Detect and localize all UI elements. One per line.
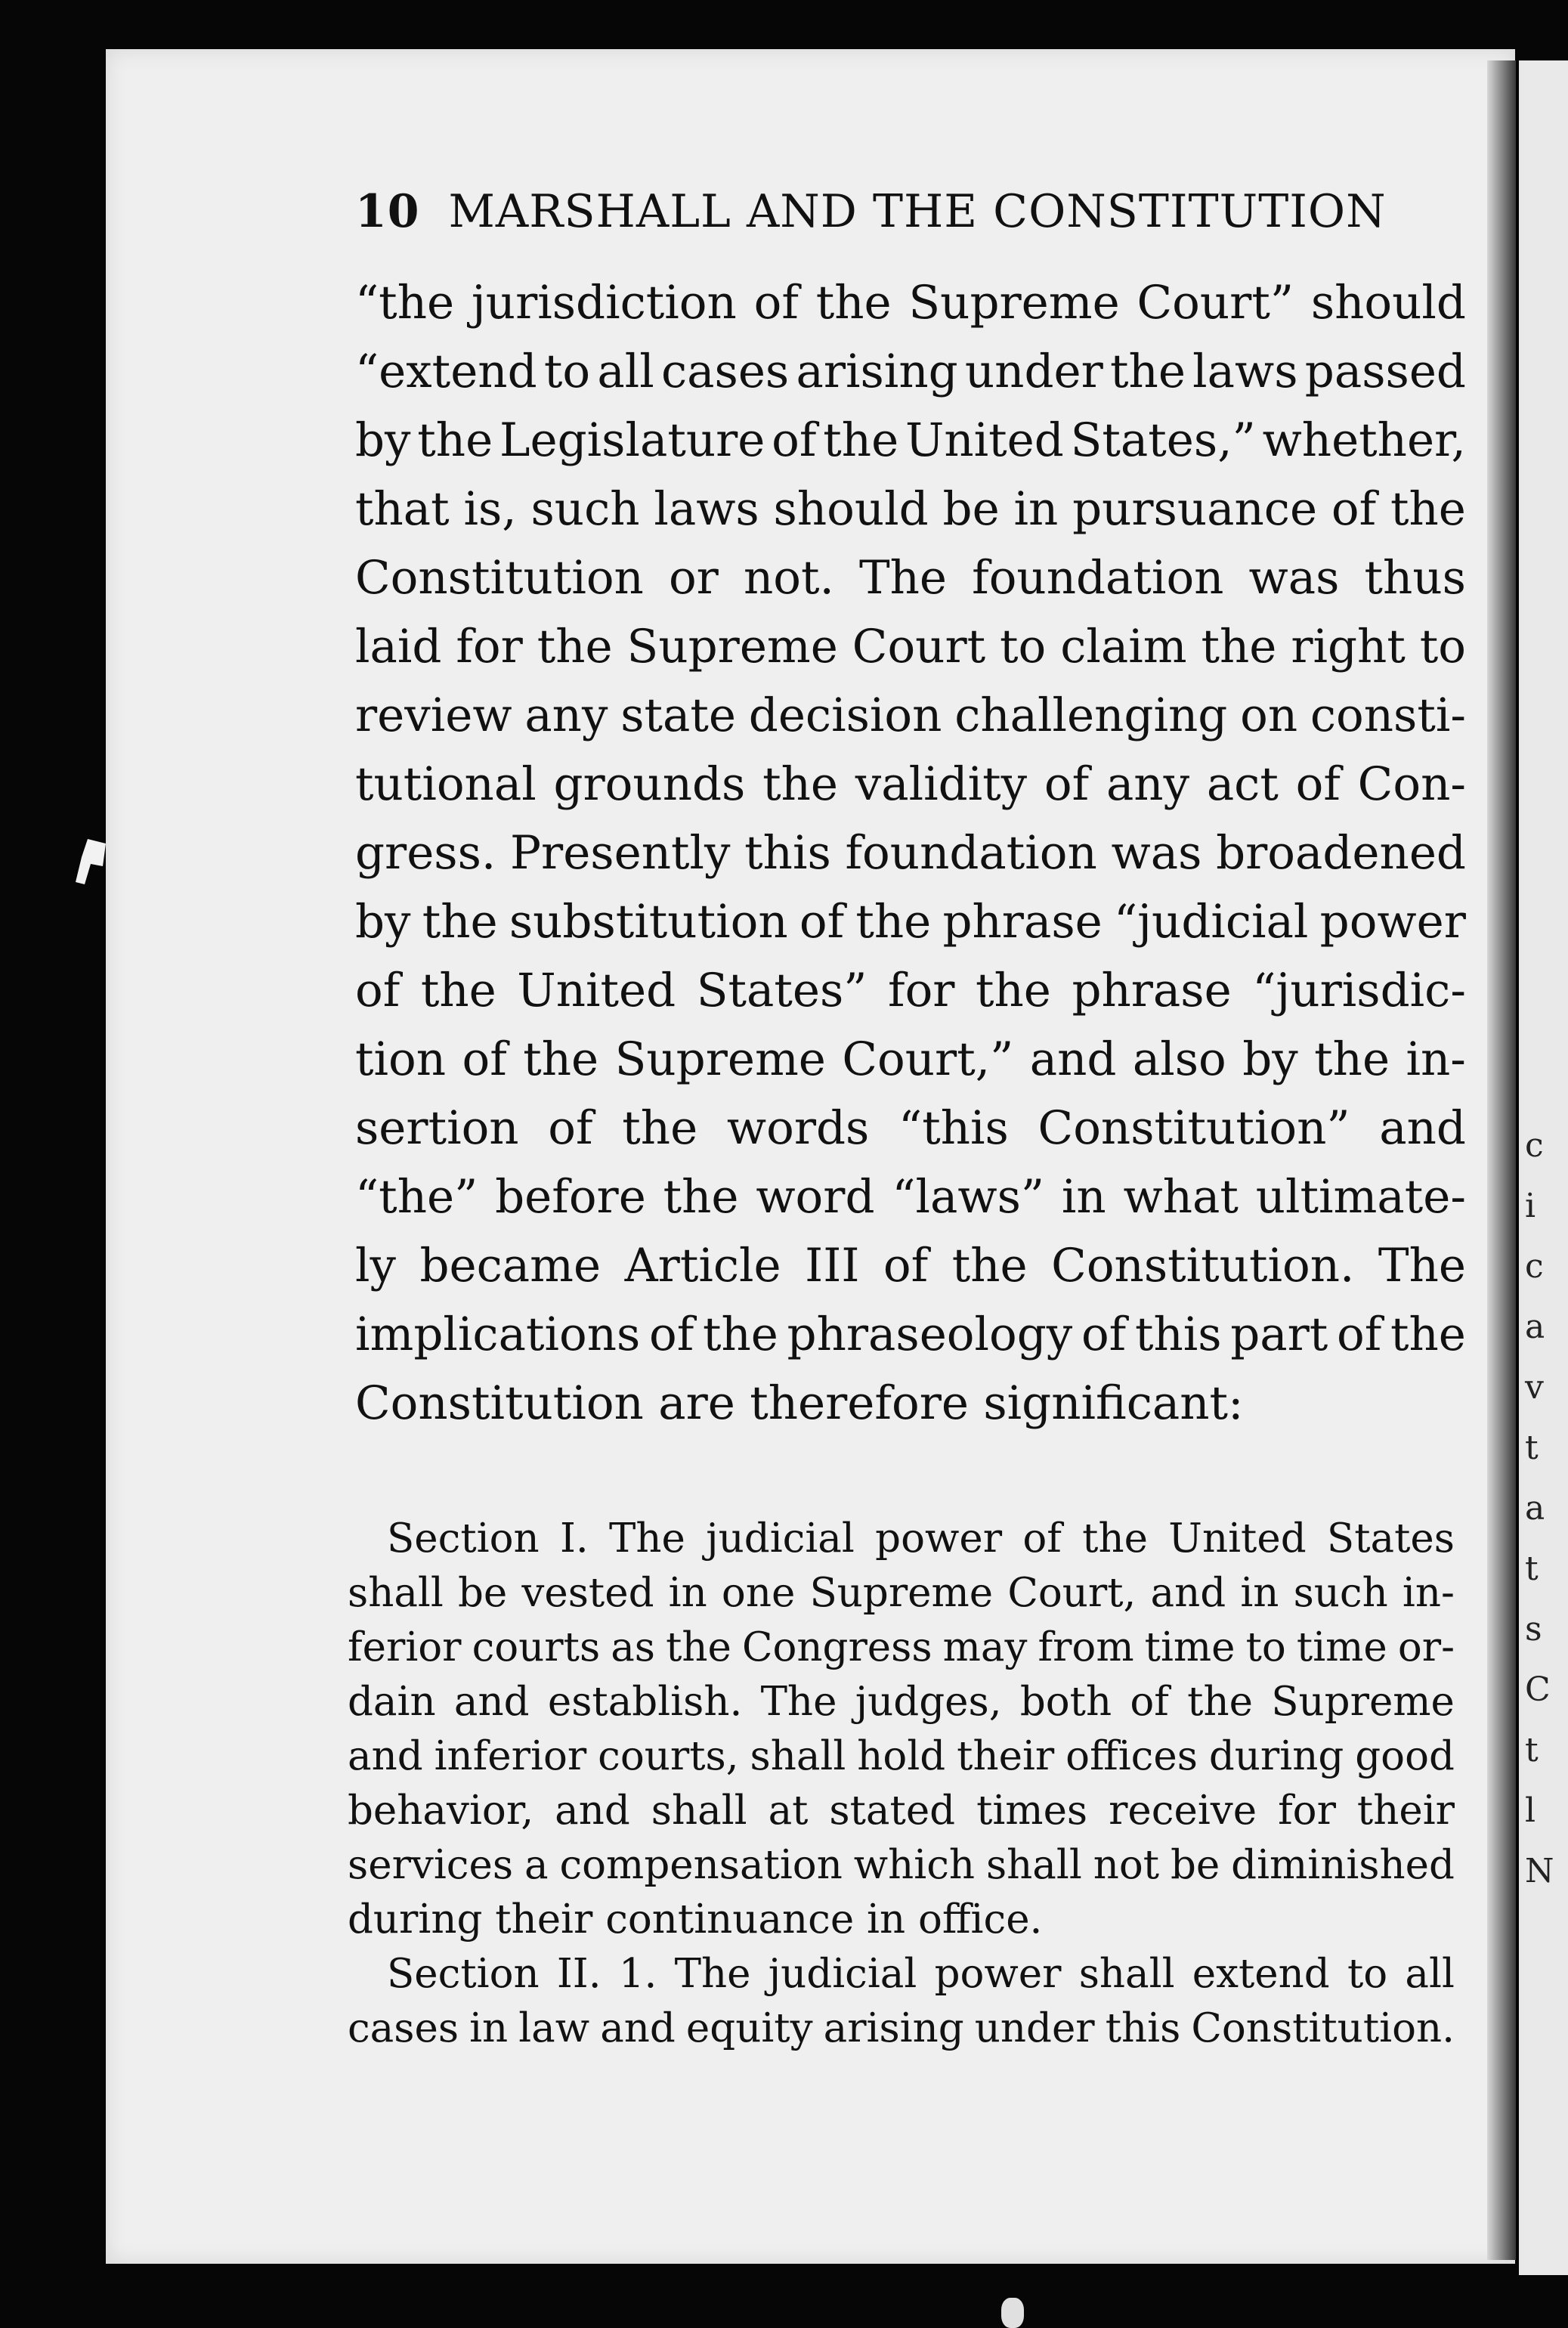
adjacent-page-fragment: a	[1525, 1489, 1545, 1528]
text-line: “the jurisdiction of the Supreme Court” should	[355, 276, 1466, 330]
text-line: of the United States” for the phrase “jurisdic-	[355, 964, 1466, 1017]
text-line: “extend to all cases arising under the laws passed	[355, 345, 1466, 398]
running-head-title: MARSHALL AND THE CONSTITUTION	[448, 185, 1387, 238]
text-line: sertion of the words “this Constitution” and	[355, 1101, 1466, 1155]
running-header	[355, 185, 1451, 238]
text-line: implications of the phraseology of this part of the	[355, 1308, 1466, 1361]
scan-artifact	[1001, 2298, 1024, 2328]
text-line: by the substitution of the phrase “judicial power	[355, 895, 1466, 949]
quote-line: behavior, and shall at stated times receive for their	[348, 1788, 1455, 1834]
constitution-quotation	[348, 1512, 1455, 2056]
text-line: ly became Article III of the Constitution. The	[355, 1239, 1466, 1292]
adjacent-page-fragment: a	[1525, 1308, 1545, 1346]
adjacent-page-fragment: c	[1525, 1247, 1544, 1286]
adjacent-page-fragment: t	[1525, 1731, 1539, 1769]
page-number: 10	[355, 185, 420, 238]
quote-line: ferior courts as the Congress may from time to time or-	[348, 1624, 1455, 1670]
body-paragraph	[355, 268, 1466, 1438]
text-line: review any state decision challenging on consti-	[355, 689, 1466, 742]
adjacent-page-fragment: t	[1525, 1549, 1539, 1588]
quote-line: Section II. 1. The judicial power shall extend to all	[387, 1951, 1455, 1997]
text-line: that is, such laws should be in pursuance of the	[355, 482, 1466, 536]
adjacent-page-fragment: i	[1525, 1187, 1536, 1225]
adjacent-page-fragment: s	[1525, 1610, 1542, 1648]
text-line: laid for the Supreme Court to claim the right to	[355, 620, 1466, 673]
adjacent-page-fragment: N	[1525, 1852, 1554, 1890]
text-line: by the Legislature of the United States,” whether,	[355, 413, 1466, 467]
text-line: gress. Presently this foundation was broadened	[355, 826, 1466, 880]
quote-line: Section I. The judicial power of the United States	[387, 1515, 1455, 1562]
quote-line: services a compensation which shall not be diminished	[348, 1842, 1455, 1888]
page-fore-edge	[1487, 60, 1516, 2260]
quote-line: cases in law and equity arising under this Constitution.	[348, 2005, 1455, 2051]
adjacent-page	[1519, 60, 1568, 2275]
adjacent-page-fragment: t	[1525, 1429, 1539, 1467]
text-line: Constitution are therefore significant:	[355, 1376, 1244, 1430]
adjacent-page-fragment: c	[1525, 1126, 1544, 1165]
quote-line: shall be vested in one Supreme Court, and in such in-	[348, 1570, 1455, 1616]
text-line: tion of the Supreme Court,” and also by the in-	[355, 1032, 1466, 1086]
text-line: “the” before the word “laws” in what ultimate-	[355, 1170, 1466, 1224]
quote-line: dain and establish. The judges, both of the Supreme	[348, 1679, 1455, 1725]
adjacent-page-fragment: C	[1525, 1670, 1551, 1709]
text-line: Constitution or not. The foundation was thus	[355, 551, 1466, 605]
quote-line: and inferior courts, shall hold their offices during good	[348, 1733, 1455, 1779]
adjacent-page-fragment: v	[1525, 1368, 1544, 1407]
adjacent-page-fragment: l	[1525, 1791, 1536, 1830]
text-line: tutional grounds the validity of any act of Con-	[355, 757, 1466, 811]
quote-line: during their continuance in office.	[348, 1896, 1043, 1943]
